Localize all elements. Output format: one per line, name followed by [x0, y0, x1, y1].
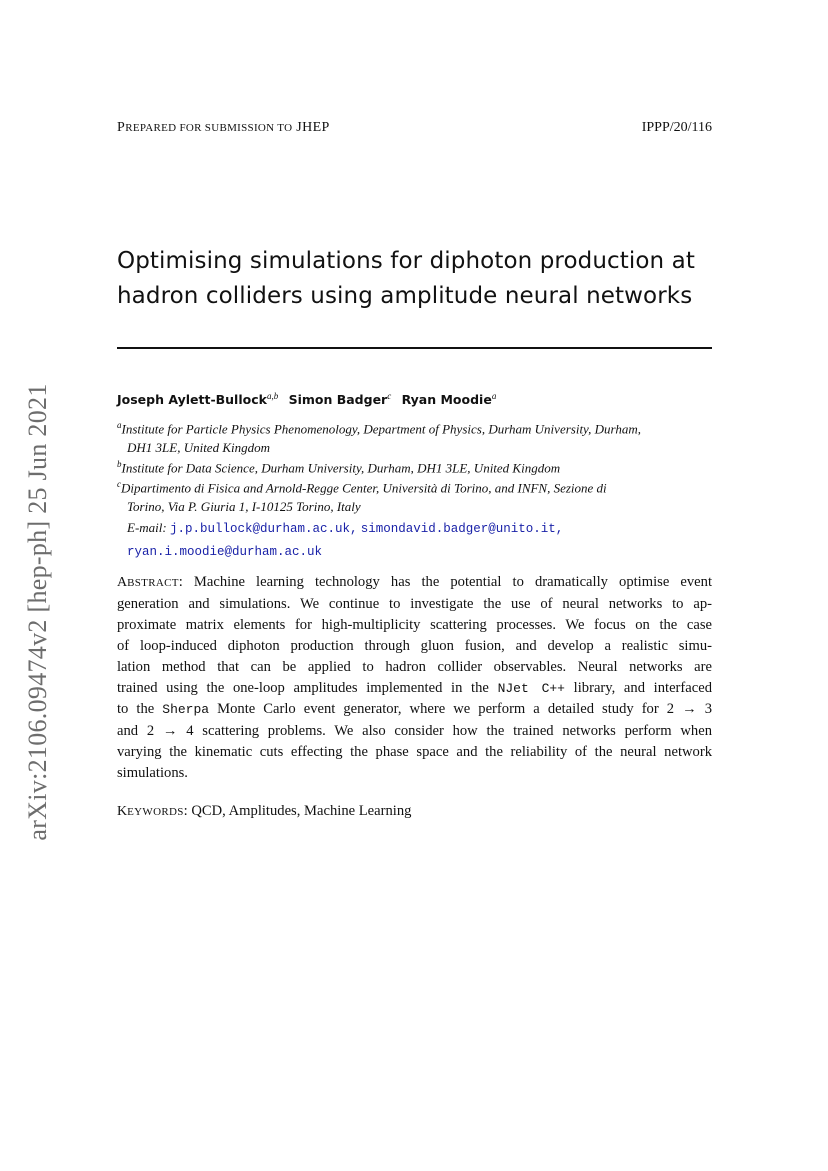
abstract-line: to the Sherpa Monte Carlo event generator, where we perform a detailed study for 2 → 3 — [117, 701, 712, 718]
arxiv-stamp — [22, 366, 54, 858]
arxiv-stamp-text: arXiv:2106.09474v2 [hep-ph] 25 Jun 2021 — [23, 383, 52, 841]
abstract-line: proximate matrix elements for high-multiplicity scattering processes. We focus on the case — [117, 616, 712, 633]
author-name: Ryan Moodie — [401, 392, 492, 408]
email-link-moodie[interactable]: ryan.i.moodie@durham.ac.uk — [127, 545, 323, 559]
keywords: KEYWORDS: QCD, Amplitudes, Machine Learning — [117, 803, 412, 819]
title-line-2: hadron colliders using amplitude neural networks — [117, 283, 693, 309]
prepared-for-submission: PREPARED FOR SUBMISSION TO JHEP — [117, 120, 330, 135]
affiliation-b: $^b$Institute for Data Science, Durham University, Durham, DH1 3LE, United Kingdom — [117, 459, 561, 476]
report-number: IPPP/20/116 — [641, 120, 712, 135]
email-label: E-mail: — [127, 520, 167, 535]
abstract-label: BSTRACT — [127, 577, 179, 589]
code-sherpa: Sherpa — [162, 702, 210, 718]
author-affiliation-mark: a,b — [266, 391, 279, 401]
keywords-values: QCD, Amplitudes, Machine Learning — [191, 803, 412, 819]
email-block — [127, 517, 563, 563]
paper-title — [117, 244, 717, 314]
code-njet: NJet C++ — [497, 680, 565, 696]
affiliation-c: $^c$Dipartimento di Fisica and Arnold-Regge Center, Università di Torino, and INFN, Sezione di Torino, Via P. Giuria 1, I-10125 Torino, Italy — [117, 479, 607, 515]
author-name: Simon Badger — [288, 392, 388, 408]
email-link-bullock[interactable]: j.p.bullock@durham.ac.uk, — [169, 522, 358, 536]
keywords-label: EYWORDS — [127, 806, 184, 818]
author-affiliation-mark: a — [491, 391, 497, 401]
abstract-line: simulations. — [117, 765, 188, 782]
abstract-line: trained using the one-loop amplitudes implemented in the NJet C++ library, and interfaced — [117, 679, 712, 696]
email-link-badger[interactable]: simondavid.badger@unito.it, — [360, 522, 564, 536]
abstract-line: ABSTRACT: Machine learning technology has the potential to dramatically optimise event — [117, 574, 712, 590]
author-affiliation-mark: c — [387, 391, 392, 401]
abstract-line: of loop-induced diphoton production through gluon fusion, and develop a realistic simu- — [117, 637, 712, 654]
abstract-line: generation and simulations. We continue to investigate the use of neural networks to ap- — [117, 595, 712, 612]
abstract — [117, 572, 712, 784]
author-list — [117, 391, 496, 407]
abstract-line: varying the kinematic cuts effecting the phase space and the reliability of the neural network — [117, 744, 712, 761]
title-line-1: Optimising simulations for diphoton production at — [117, 248, 695, 274]
abstract-line: lation method that can be applied to hadron collider observables. Neural networks are — [117, 658, 712, 675]
abstract-line: and 2 → 4 scattering problems. We also consider how the trained networks perform when — [117, 723, 712, 740]
title-rule — [117, 347, 712, 349]
author-name: Joseph Aylett-Bullock — [117, 392, 267, 408]
prepared-for-text: REPARED FOR SUBMISSION TO — [125, 122, 293, 134]
affiliation-a: $^a$Institute for Particle Physics Phenomenology, Department of Physics, Durham University, Durham, DH1 3LE, United Kingdom — [117, 420, 641, 456]
journal-name: JHEP — [296, 120, 330, 135]
